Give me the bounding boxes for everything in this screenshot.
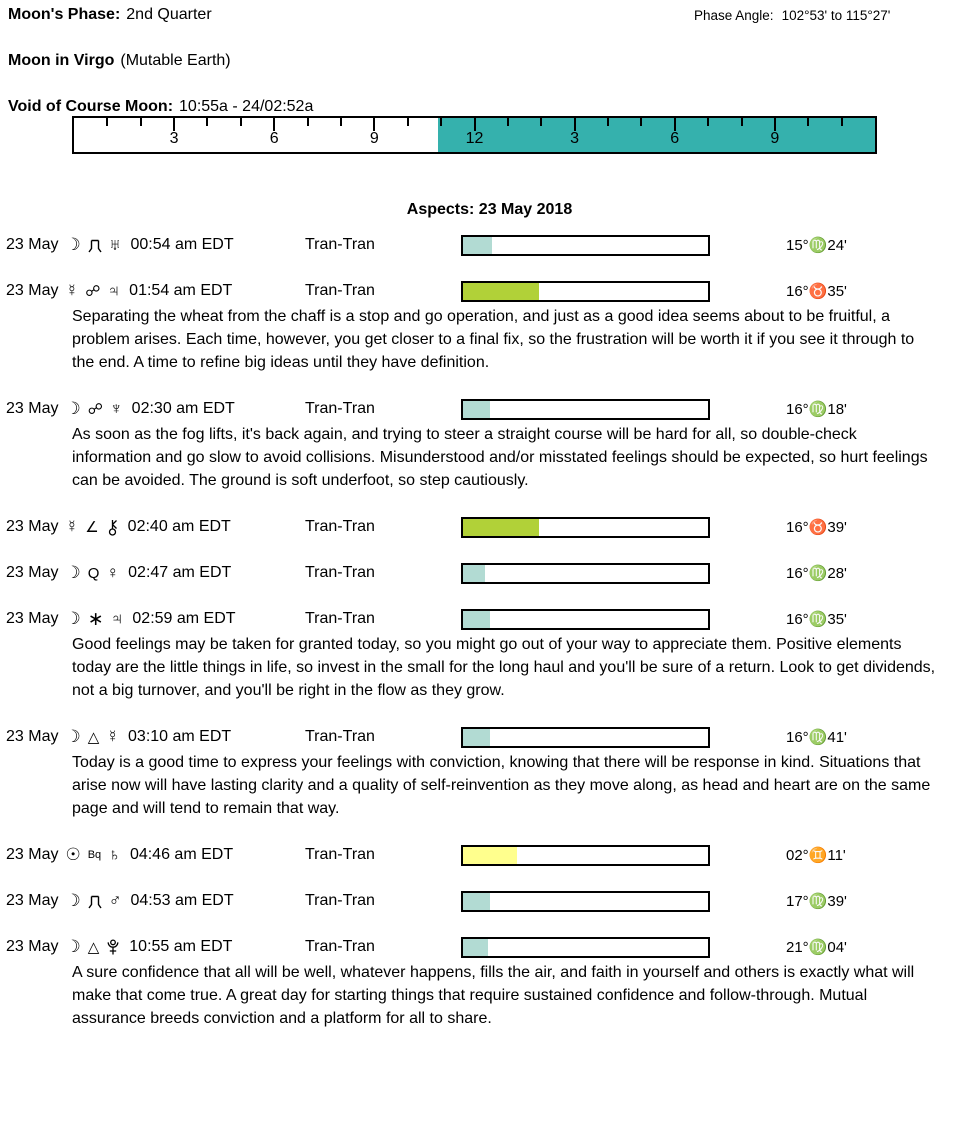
moon-sign-line — [8, 52, 979, 70]
orb-bar-fill — [463, 847, 517, 864]
hour-tick — [807, 118, 809, 126]
void-of-course-timeline — [72, 116, 877, 154]
phase-angle-line — [694, 8, 890, 24]
aspect-event — [6, 563, 305, 583]
hour-tick — [540, 118, 542, 126]
orb-bar — [461, 235, 710, 256]
orb-bar-fill — [463, 565, 485, 582]
jupiter-glyph: ♃ — [110, 609, 124, 628]
hour-tick — [640, 118, 642, 126]
aspect-degree: 16°♍28' — [786, 565, 847, 582]
aspect-event — [6, 608, 305, 631]
hour-label: 12 — [465, 130, 484, 147]
aspect-time: 10:55 am EDT — [129, 938, 233, 955]
orb-bar — [461, 563, 710, 584]
aspect-degree: 16°♍41' — [786, 729, 847, 746]
phase-angle-value: 102°53' to 115°27' — [781, 8, 891, 23]
aspect-degree: 16°♍18' — [786, 401, 847, 418]
aspect-date: 23 May — [6, 282, 59, 299]
hour-tick — [607, 118, 609, 126]
moon-glyph: ☽ — [65, 563, 81, 582]
voc-label: Void of Course Moon: — [8, 98, 174, 115]
aspect-time: 02:30 am EDT — [131, 400, 235, 417]
aspect-date: 23 May — [6, 236, 59, 253]
moon-glyph: ☽ — [65, 937, 81, 956]
hour-label: 6 — [670, 130, 680, 147]
moon-sign-label: Moon in Virgo — [8, 52, 115, 69]
voc-value: 10:55a - 24/02:52a — [179, 98, 314, 115]
trine-glyph: △ — [87, 729, 100, 746]
aspect-date: 23 May — [6, 728, 59, 745]
aspects-list — [0, 234, 979, 1030]
aspect-event — [6, 845, 305, 865]
aspect-type: Tran-Tran — [305, 564, 375, 581]
orb-bar-fill — [463, 519, 539, 536]
hour-label: 9 — [770, 130, 780, 147]
aspect-event — [6, 727, 305, 747]
pluto-icon — [106, 939, 120, 956]
hour-tick — [707, 118, 709, 126]
mercury-glyph: ☿ — [65, 281, 79, 300]
aspect-row — [6, 608, 979, 630]
aspect-time: 02:40 am EDT — [127, 518, 231, 535]
voc-line — [8, 98, 979, 116]
saturn-glyph: ♄ — [108, 845, 121, 864]
aspect-type: Tran-Tran — [305, 236, 375, 253]
hour-tick — [340, 118, 342, 126]
aspect-degree: 21°♍04' — [786, 939, 847, 956]
aspect-type: Tran-Tran — [305, 400, 375, 417]
mars-glyph: ♂ — [108, 891, 122, 910]
aspect-degree: 16°♉39' — [786, 519, 847, 536]
orb-bar-fill — [463, 611, 490, 628]
aspect-degree: 02°♊11' — [786, 847, 846, 864]
aspect-date: 23 May — [6, 400, 59, 417]
moon-glyph: ☽ — [65, 235, 81, 254]
orb-bar-fill — [463, 237, 492, 254]
orb-bar — [461, 727, 710, 748]
jupiter-glyph: ♃ — [107, 281, 121, 300]
aspect-symbols — [65, 281, 120, 301]
aspect-date: 23 May — [6, 938, 59, 955]
aspect-time: 02:47 am EDT — [128, 564, 232, 581]
void-period-highlight — [438, 118, 875, 152]
aspect-time: 00:54 am EDT — [130, 236, 234, 253]
semisquare-glyph: ∠ — [85, 519, 99, 536]
aspect-event — [6, 517, 305, 537]
aspect-event — [6, 399, 305, 419]
aspect-type: Tran-Tran — [305, 518, 375, 535]
aspect-time: 04:53 am EDT — [130, 892, 234, 909]
moon-glyph: ☽ — [65, 727, 81, 746]
hour-tick — [440, 118, 442, 126]
sesquiquadrate-icon — [88, 894, 102, 909]
aspect-event — [6, 281, 305, 301]
hour-label: 3 — [570, 130, 580, 147]
aspect-row — [6, 516, 979, 538]
moon-glyph: ☽ — [65, 609, 81, 628]
aspect-symbols — [65, 891, 121, 911]
opposition-glyph: ☍ — [85, 283, 101, 300]
aspect-type: Tran-Tran — [305, 728, 375, 745]
aspect-event — [6, 235, 305, 255]
aspect-date: 23 May — [6, 610, 59, 627]
aspect-description: As soon as the fog lifts, it's back again, and trying to steer a straight course will be hard for all, so double-check information and go slow to avoid collisions. Misunderstood and/or misstated feelings should be expected, so hurt feelings can be avoided. The ground is soft underfoot, so step cautiously. — [72, 426, 928, 489]
aspect-symbols — [65, 937, 120, 957]
hour-tick — [741, 118, 743, 126]
aspect-degree: 16°♉35' — [786, 283, 847, 300]
hour-tick — [240, 118, 242, 126]
aspect-symbols — [65, 235, 121, 255]
aspect-degree: 16°♍35' — [786, 611, 847, 628]
biquintile-glyph: Bq — [87, 849, 102, 861]
orb-bar — [461, 517, 710, 538]
opposition-glyph: ☍ — [87, 401, 103, 418]
aspect-row — [6, 726, 979, 748]
venus-glyph: ♀ — [106, 563, 120, 582]
aspect-degree: 17°♍39' — [786, 893, 847, 910]
aspect-symbols — [65, 517, 118, 537]
aspect-description: Good feelings may be taken for granted today, so you might go out of your way to appreciate them. Positive elements today are the little things in life, so invest in the small for the long haul and you'll be sure of a return. Look to get dividends, not a big turnover, and you'll be right in the flow as they grow. — [72, 636, 936, 699]
aspect-symbols — [65, 845, 120, 865]
chiron-icon — [106, 519, 119, 536]
mercury-glyph: ☿ — [65, 517, 79, 536]
orb-bar-fill — [463, 401, 490, 418]
hour-tick — [407, 118, 409, 126]
moons-phase-value: 2nd Quarter — [126, 6, 212, 23]
orb-bar — [461, 937, 710, 958]
aspects-title: Aspects: 23 May 2018 — [406, 201, 573, 218]
sesquiquadrate-icon — [88, 238, 102, 253]
trine-glyph: △ — [87, 939, 100, 956]
orb-bar-fill — [463, 893, 490, 910]
aspect-symbols — [65, 608, 123, 631]
aspect-description: Separating the wheat from the chaff is a stop and go operation, and just as a good idea seems about to be fruitful, a problem arises. Each time, however, you get closer to a final fix, so the frustration will be worth it if you see it through to the end. A time to refine big ideas until they have definition. — [72, 308, 915, 371]
orb-bar — [461, 609, 710, 630]
aspect-symbols — [65, 727, 119, 747]
moons-phase-label: Moon's Phase: — [8, 6, 121, 23]
orb-bar — [461, 281, 710, 302]
report-header — [0, 0, 979, 116]
aspect-symbols — [65, 563, 119, 583]
hour-tick — [841, 118, 843, 126]
orb-bar — [461, 399, 710, 420]
aspect-degree: 15°♍24' — [786, 237, 847, 254]
orb-bar-fill — [463, 939, 488, 956]
aspect-type: Tran-Tran — [305, 846, 375, 863]
moon-glyph: ☽ — [65, 891, 81, 910]
aspect-date: 23 May — [6, 564, 59, 581]
aspect-date: 23 May — [6, 892, 59, 909]
phase-angle-label: Phase Angle: — [694, 8, 774, 23]
hour-label: 3 — [169, 130, 179, 147]
hour-tick — [507, 118, 509, 126]
aspect-event — [6, 891, 305, 911]
aspect-time: 04:46 am EDT — [129, 846, 234, 863]
hour-tick — [106, 118, 108, 126]
aspect-event — [6, 937, 305, 957]
hour-label: 9 — [369, 130, 379, 147]
hour-tick — [140, 118, 142, 126]
aspect-row — [6, 890, 979, 912]
hour-label: 6 — [269, 130, 279, 147]
aspect-date: 23 May — [6, 846, 59, 863]
aspect-description: Today is a good time to express your feelings with conviction, knowing that there will be response in kind. Situations that arise now will have lasting clarity and a quality of self-reinvention as they move along, as head and heart are on the same page and will tend to remain that way. — [72, 754, 931, 817]
aspect-type: Tran-Tran — [305, 282, 375, 299]
orb-bar — [461, 845, 710, 866]
sextile-glyph: ∗ — [87, 608, 104, 630]
aspect-symbols — [65, 399, 122, 419]
orb-bar-fill — [463, 283, 539, 300]
aspect-row — [6, 280, 979, 302]
aspect-type: Tran-Tran — [305, 938, 375, 955]
aspect-type: Tran-Tran — [305, 610, 375, 627]
aspect-row — [6, 844, 979, 866]
aspect-row — [6, 398, 979, 420]
orb-bar-fill — [463, 729, 490, 746]
sun-glyph: ☉ — [65, 845, 81, 864]
moon-glyph: ☽ — [65, 399, 81, 418]
aspect-row — [6, 562, 979, 584]
quintile-glyph: Q — [87, 564, 100, 582]
aspect-time: 01:54 am EDT — [129, 282, 233, 299]
aspect-type: Tran-Tran — [305, 892, 375, 909]
aspect-row — [6, 936, 979, 958]
hour-tick — [206, 118, 208, 126]
aspect-date: 23 May — [6, 518, 59, 535]
aspect-time: 02:59 am EDT — [132, 610, 236, 627]
uranus-glyph: ♅ — [108, 235, 122, 254]
aspect-description: A sure confidence that all will be well, whatever happens, fills the air, and faith in yourself and others is exactly what will make that come true. A great day for starting things that require sustained confidence and follow-through. Mutual assurance breeds conviction and a platform for all to share. — [72, 964, 915, 1027]
orb-bar — [461, 891, 710, 912]
neptune-glyph: ♆ — [109, 399, 123, 418]
moon-sign-value: (Mutable Earth) — [120, 52, 231, 69]
mercury-glyph: ☿ — [106, 727, 120, 746]
aspect-row — [6, 234, 979, 256]
aspect-time: 03:10 am EDT — [128, 728, 232, 745]
hour-tick — [307, 118, 309, 126]
